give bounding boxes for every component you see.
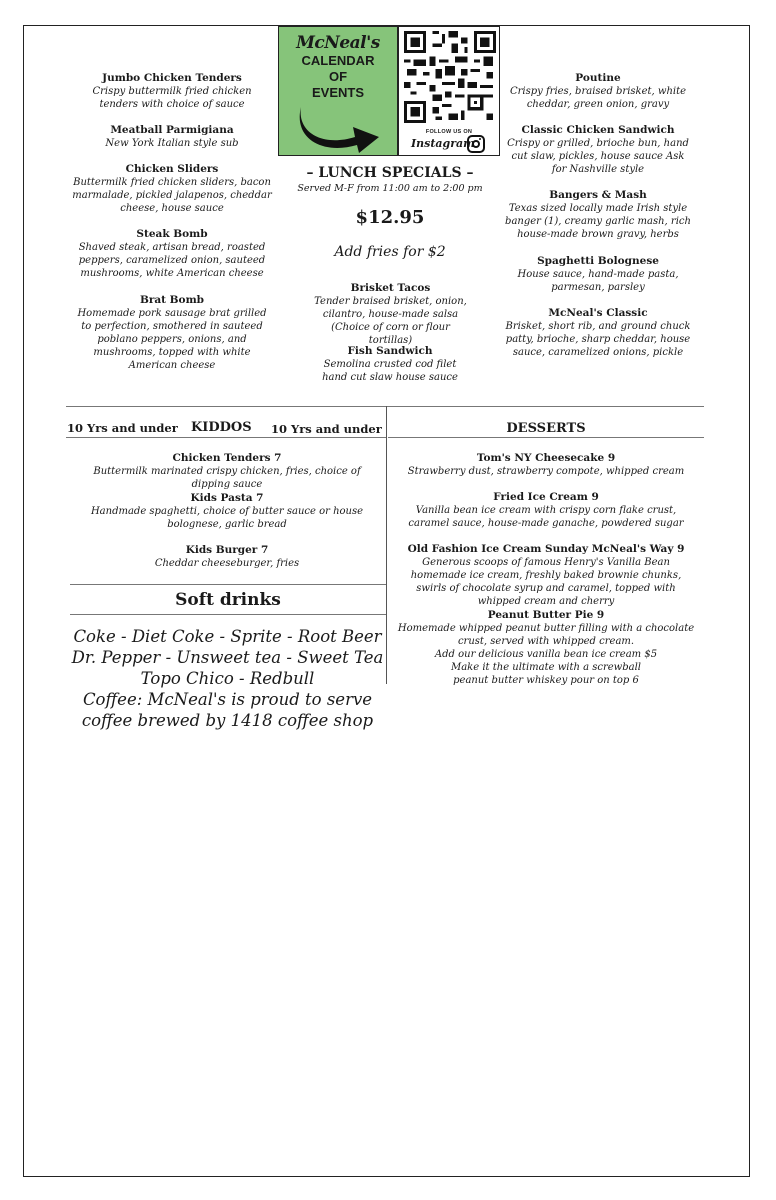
item-desc: Vanilla bean ice cream with crispy corn flake crust, caramel sauce, house-made ganache, powdered sugar: [408, 505, 684, 529]
follow-us-label: FOLLOW US ON: [425, 129, 473, 135]
item-desc: Brisket, short rib, and ground chuck patty, brioche, sharp cheddar, house sauce, caramelized onions, pickle: [505, 321, 691, 358]
item-desc: House sauce, hand-made pasta, parmesan, parsley: [517, 269, 679, 293]
soft-drinks-underline: [70, 614, 386, 615]
item-desc: Homemade pork sausage brat grilled to perfection, smothered in sauteed poblano peppers, onions, and mushrooms, topped with white American cheese: [77, 308, 267, 371]
menu-item: [76, 452, 378, 491]
drinks-line: Topo Chico - Redbull: [140, 669, 315, 688]
lunch-specials-title: – LUNCH SPECIALS –: [306, 165, 474, 181]
item-name: Kids Burger 7: [185, 544, 269, 556]
item-name: Brisket Tacos: [350, 282, 431, 294]
item-desc: Cheddar cheeseburger, fries: [154, 558, 300, 569]
kiddos-underline: [66, 437, 386, 438]
drinks-line: coffee brewed by 1418 coffee shop: [81, 711, 374, 730]
item-name: Tom's NY Cheesecake 9: [476, 452, 616, 464]
menu-item: [505, 124, 691, 176]
lunch-price: $12.95: [355, 207, 425, 228]
menu-item: [395, 491, 697, 530]
item-desc: Buttermilk marinated crispy chicken, fries, choice of dipping sauce: [93, 466, 361, 490]
item-desc: Shaved steak, artisan bread, roasted peppers, caramelized onion, sauteed mushrooms, white American cheese: [78, 242, 266, 279]
item-desc: New York Italian style sub: [105, 138, 239, 149]
item-desc: Handmade spaghetti, choice of butter sauce or house bolognese, garlic bread: [90, 506, 364, 530]
menu-item: [72, 294, 272, 372]
item-name: Fish Sandwich: [347, 345, 433, 357]
item-name: Classic Chicken Sandwich: [521, 124, 675, 136]
item-name: Kids Pasta 7: [190, 492, 264, 504]
soft-drinks-title: Soft drinks: [175, 590, 281, 610]
item-desc: Tender braised brisket, onion, cilantro, house-made salsa (Choice of corn or flour tortillas): [314, 296, 467, 346]
item-name: Brat Bomb: [139, 294, 205, 306]
item-name: Jumbo Chicken Tenders: [102, 72, 242, 84]
menu-item: [308, 282, 473, 347]
item-desc: Crispy or grilled, brioche bun, hand cut slaw, pickles, house sauce Ask for Nashville style: [507, 138, 689, 175]
desserts-title: DESSERTS: [506, 421, 586, 436]
drinks-line: Coke - Diet Coke - Sprite - Root Beer: [73, 627, 382, 646]
desserts-underline: [388, 437, 704, 438]
calendar-line-1: CALENDAR: [301, 53, 375, 68]
calendar-line-3: EVENTS: [311, 85, 364, 100]
qr-code-icon: [404, 31, 496, 123]
instagram-icon[interactable]: [467, 135, 485, 153]
item-name: Bangers & Mash: [549, 189, 647, 201]
menu-item: [72, 228, 272, 280]
curved-arrow-icon: [293, 103, 383, 155]
section-divider: [66, 406, 704, 407]
kiddos-age-left: 10 Yrs and under: [67, 421, 178, 435]
menu-item: [72, 124, 272, 150]
item-name: McNeal's Classic: [548, 307, 648, 319]
calendar-of-events-logo[interactable]: [278, 26, 398, 156]
menu-item: [72, 72, 272, 111]
kiddos-title: KIDDOS: [191, 420, 252, 435]
menu-item: [395, 452, 697, 478]
item-desc: Homemade whipped peanut butter filling with a chocolate crust, served with whipped cream.: [397, 623, 695, 647]
instagram-label[interactable]: Instagram: [411, 137, 475, 150]
menu-item: [320, 345, 460, 384]
menu-item: [500, 189, 696, 241]
item-desc: Strawberry dust, strawberry compote, whipped cream: [407, 466, 685, 477]
item-name: Meatball Parmigiana: [110, 124, 234, 136]
item-name: Steak Bomb: [136, 228, 208, 240]
item-name: Chicken Tenders 7: [172, 452, 282, 464]
item-desc: Buttermilk fried chicken sliders, bacon marmalade, pickled jalapenos, cheddar cheese, house sauce: [72, 177, 272, 214]
lunch-hours: Served M-F from 11:00 am to 2:00 pm: [297, 183, 483, 194]
item-name: Fried Ice Cream 9: [493, 491, 599, 503]
menu-item: [72, 163, 272, 215]
menu-item: [76, 492, 378, 531]
menu-item: [500, 72, 696, 111]
brand-logo: McNeal's: [296, 33, 380, 53]
menu-item: [395, 609, 697, 687]
item-desc: Crispy fries, braised brisket, white cheddar, green onion, gravy: [509, 86, 687, 110]
item-name: Old Fashion Ice Cream Sunday McNeal's Way 9: [407, 543, 685, 555]
item-desc: Semolina crusted cod filet hand cut slaw house sauce: [322, 359, 458, 383]
item-extra: Make it the ultimate with a screwball: [450, 662, 641, 673]
item-name: Peanut Butter Pie 9: [487, 609, 605, 621]
item-desc: Texas sized locally made Irish style banger (1), creamy garlic mash, rich house-made brown gravy, herbs: [505, 203, 691, 240]
item-name: Chicken Sliders: [125, 163, 219, 175]
item-extra: Add our delicious vanilla bean ice cream $5: [434, 649, 658, 660]
item-desc: Crispy buttermilk fried chicken tenders with choice of sauce: [92, 86, 252, 110]
item-extra: peanut butter whiskey pour on top 6: [453, 675, 639, 686]
drinks-line: Dr. Pepper - Unsweet tea - Sweet Tea: [71, 648, 384, 667]
soft-drinks-topline: [70, 584, 386, 585]
item-desc: Generous scoops of famous Henry's Vanilla Bean homemade ice cream, freshly baked brownie chunks, swirls of chocolate syrup and caramel, topped with whipped cream and cherry: [410, 557, 682, 607]
menu-item: [500, 307, 696, 359]
kiddos-age-right: 10 Yrs and under: [271, 422, 382, 436]
calendar-line-2: OF: [328, 69, 348, 84]
qr-code-panel[interactable]: [398, 26, 500, 156]
item-name: Poutine: [575, 72, 621, 84]
item-name: Spaghetti Bolognese: [537, 255, 659, 267]
soft-drinks-list: [70, 626, 385, 731]
menu-item: [395, 543, 697, 608]
menu-item: [76, 544, 378, 570]
drinks-line: Coffee: McNeal's is proud to serve: [82, 690, 373, 709]
lunch-fries: Add fries for $2: [334, 244, 446, 260]
column-divider: [386, 406, 387, 684]
menu-item: [500, 255, 696, 294]
